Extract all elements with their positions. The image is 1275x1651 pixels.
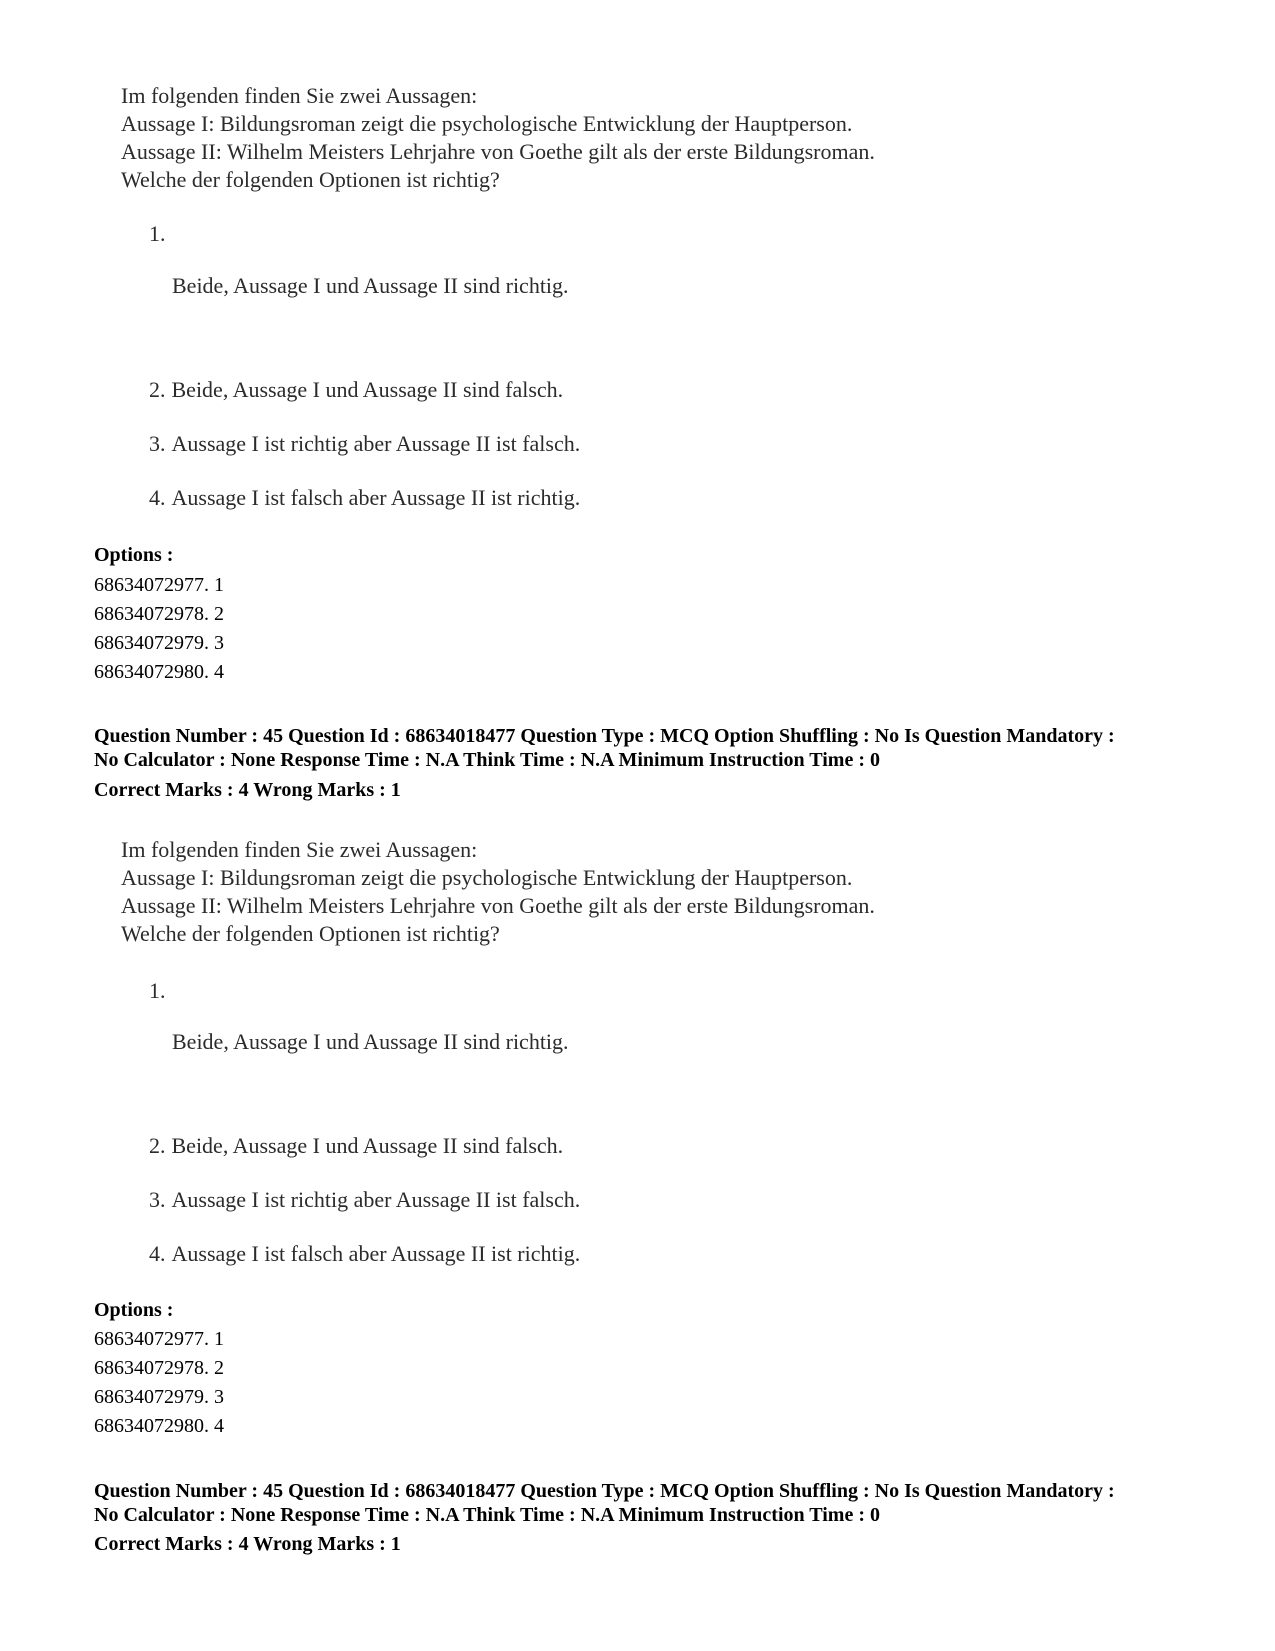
option-value: 4 [214,661,224,683]
option-value: 4 [214,1415,224,1437]
choice-3 [149,1186,580,1214]
question-intro: Im folgenden finden Sie zwei Aussagen: [121,837,478,862]
choice-number: 2. [149,1133,166,1158]
option-line [94,573,224,597]
choice-number: 1. [149,978,166,1003]
question-prompt: Welche der folgenden Optionen ist richtig? [121,167,500,192]
statement-1: Aussage I: Bildungsroman zeigt die psychologische Entwicklung der Hauptperson. [121,865,853,890]
options-heading: Options : [94,544,174,566]
statement-1: Aussage I: Bildungsroman zeigt die psychologische Entwicklung der Hauptperson. [121,111,853,136]
question-prompt: Welche der folgenden Optionen ist richtig? [121,921,500,946]
option-value: 2 [214,1357,224,1379]
option-value: 1 [214,574,224,596]
option-id: 68634072978. [94,1357,209,1379]
marks-line: Correct Marks : 4 Wrong Marks : 1 [94,779,401,801]
choice-1-number [149,220,166,248]
question-statements [121,82,875,194]
choice-text: Aussage I ist richtig aber Aussage II ist falsch. [171,431,581,456]
option-value: 1 [214,1328,224,1350]
choice-number: 3. [149,431,166,456]
question-meta-line-1: Question Number : 45 Question Id : 68634018477 Question Type : MCQ Option Shuffling : No Is Question Mandatory : [94,1480,1115,1502]
choice-3 [149,430,580,458]
statement-2: Aussage II: Wilhelm Meisters Lehrjahre von Goethe gilt als der erste Bildungsroman. [121,139,875,164]
choice-2 [149,1132,563,1160]
option-value: 3 [214,632,224,654]
options-heading: Options : [94,1299,174,1321]
choice-text: Aussage I ist falsch aber Aussage II ist richtig. [171,485,581,510]
marks-line: Correct Marks : 4 Wrong Marks : 1 [94,1533,401,1555]
option-id: 68634072977. [94,1328,209,1350]
option-id: 68634072977. [94,574,209,596]
option-line [94,660,224,684]
choice-2 [149,376,563,404]
choice-4 [149,484,580,512]
option-line [94,1414,224,1438]
option-line [94,631,224,655]
question-meta-line-2: No Calculator : None Response Time : N.A Think Time : N.A Minimum Instruction Time : 0 [94,749,880,771]
option-id: 68634072980. [94,1415,209,1437]
choice-number: 3. [149,1187,166,1212]
choice-1-text [172,1028,569,1056]
option-line [94,1327,224,1351]
option-line [94,1385,224,1409]
statement-2: Aussage II: Wilhelm Meisters Lehrjahre von Goethe gilt als der erste Bildungsroman. [121,893,875,918]
option-id: 68634072978. [94,603,209,625]
choice-number: 2. [149,377,166,402]
option-id: 68634072979. [94,1386,209,1408]
choice-text: Beide, Aussage I und Aussage II sind richtig. [172,273,569,298]
choice-text: Beide, Aussage I und Aussage II sind falsch. [171,377,564,402]
choice-text: Aussage I ist falsch aber Aussage II ist richtig. [171,1241,581,1266]
choice-text: Beide, Aussage I und Aussage II sind falsch. [171,1133,564,1158]
choice-number: 1. [149,221,166,246]
choice-1-number [149,977,166,1005]
choice-4 [149,1240,580,1268]
option-value: 3 [214,1386,224,1408]
choice-1-text [172,272,569,300]
option-line [94,1356,224,1380]
question-meta-line-2: No Calculator : None Response Time : N.A Think Time : N.A Minimum Instruction Time : 0 [94,1504,880,1526]
option-value: 2 [214,603,224,625]
option-id: 68634072980. [94,661,209,683]
option-line [94,602,224,626]
question-meta-line-1: Question Number : 45 Question Id : 68634018477 Question Type : MCQ Option Shuffling : No Is Question Mandatory : [94,725,1115,747]
choice-text: Beide, Aussage I und Aussage II sind richtig. [172,1029,569,1054]
choice-number: 4. [149,485,166,510]
choice-number: 4. [149,1241,166,1266]
question-statements [121,836,875,948]
choice-text: Aussage I ist richtig aber Aussage II ist falsch. [171,1187,581,1212]
question-intro: Im folgenden finden Sie zwei Aussagen: [121,83,478,108]
option-id: 68634072979. [94,632,209,654]
